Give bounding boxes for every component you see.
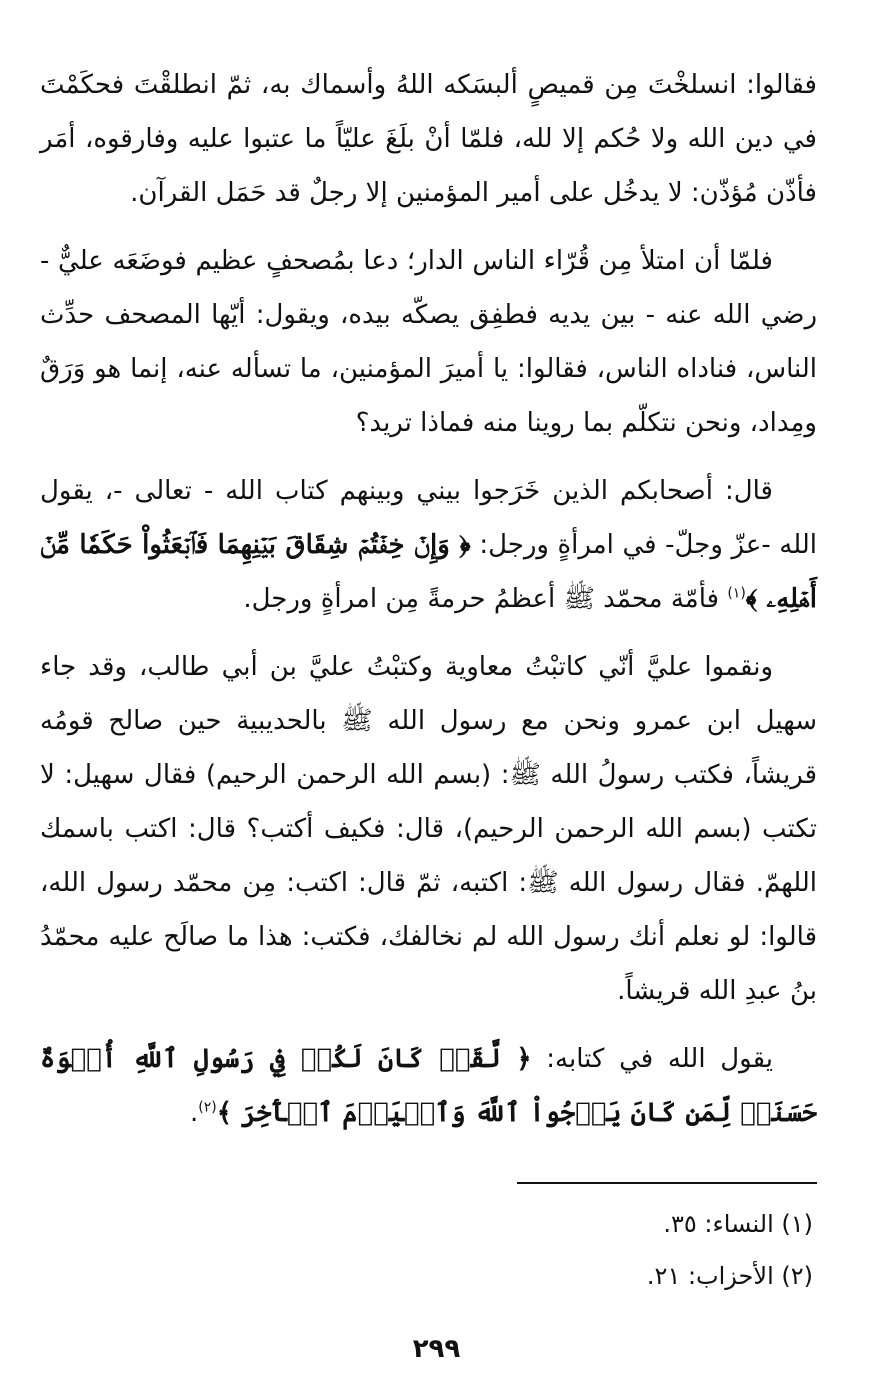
paragraph-4: ونقموا عليَّ أنّي كاتبْتُ معاوية وكتبْتُ عليَّ بن أبي طالب، وقد جاء سهيل ابن عمرو ونحن مع رسول الله ﷺ بالحديبية حين صالح قومُه قريشاً، فكتب رسولُ الله ﷺ: (بسم الله الرحمن الرحيم) فقال سهيل: لا تكتب (بسم الله الرحمن الرحيم)، قال: فكيف أكتب؟ قال: اكتب باسمك اللهمّ. فقال رسول الله ﷺ: اكتبه، ثمّ قال: اكتب: مِن محمّد رسول الله، قالوا: لو نعلم أنك رسول الله لم نخالفك، فكتب: هذا ما صالَح عليه محمّدُ بنُ عبدِ الله قريشاً. [40, 652, 817, 1006]
paragraph-1: فقالوا: انسلخْتَ مِن قميصٍ ألبسَكه اللهُ وأسماك به، ثمّ انطلقْتَ فحكَمْتَ في دين الله ولا حُكم إلا لله، فلمّا أنْ بلَغَ عليّاً ما عتبوا عليه وفارقوه، أمَر فأذّن مُؤذّن: لا يدخُل على أمير المؤمنين إلا رجلٌ قد حَمَل القرآن. [40, 70, 817, 208]
paragraph-3-text: قال: أصحابكم الذين خَرَجوا بيني وبينهم كتاب الله - تعالى -، يقول الله -عزّ وجلّ- في امرأةٍ ورجل: [40, 476, 817, 560]
paragraph-2: فلمّا أن امتلأ مِن قُرّاء الناس الدار؛ دعا بمُصحفٍ عظيم فوضَعَه عليٌّ - رضي الله عنه - بين يديه فطفِق يصكّه بيده، ويقول: أيّها المصحف حدِّث الناس، فناداه الناس، فقالوا: يا أميرَ المؤمنين، ما تسأله عنه، إنما هو وَرَقٌ ومِداد، ونحن نتكلّم بما روينا منه فماذا تريد؟ [40, 246, 817, 438]
page-number: ٢٩٩ [412, 1334, 461, 1364]
paragraph-3-text-end: فأمّة محمّد ﷺ أعظمُ حرمةً مِن امرأةٍ ورجل. [243, 584, 720, 614]
page-body [40, 58, 817, 1154]
paragraph-5-text-end: . [190, 1098, 199, 1128]
paragraph-3 [40, 464, 817, 626]
footnote-marker-2: (٢) [198, 1099, 217, 1116]
footnote-marker-1: (١) [727, 585, 746, 602]
footnote-divider [517, 1182, 817, 1184]
quran-verse-1: ﴿ وَإِنۡ خِفۡتُمۡ شِقَاقَ بَيۡنِهِمَا فَٱبۡعَثُواْ حَكَمٗا مِّنۡ أَهۡلِهِۦ ﴾ [40, 530, 817, 614]
footnotes [647, 1198, 813, 1302]
paragraph-5-text: يقول الله في كتابه: [546, 1044, 773, 1074]
quran-verse-2: ﴿ لَّقَدۡ كَانَ لَكُمۡ فِي رَسُولِ ٱللَّهِ أُسۡوَةٌ حَسَنَةٞ لِّمَن كَانَ يَرۡجُواْ ٱللَّهَ وَٱلۡيَوۡمَ ٱلۡأٓخِرَ ﴾ [40, 1044, 817, 1128]
paragraph-5 [40, 1032, 817, 1140]
footnote-1: (١) النساء: ٣٥. [663, 1210, 813, 1238]
footnote-2: (٢) الأحزاب: ٢١. [646, 1262, 813, 1290]
